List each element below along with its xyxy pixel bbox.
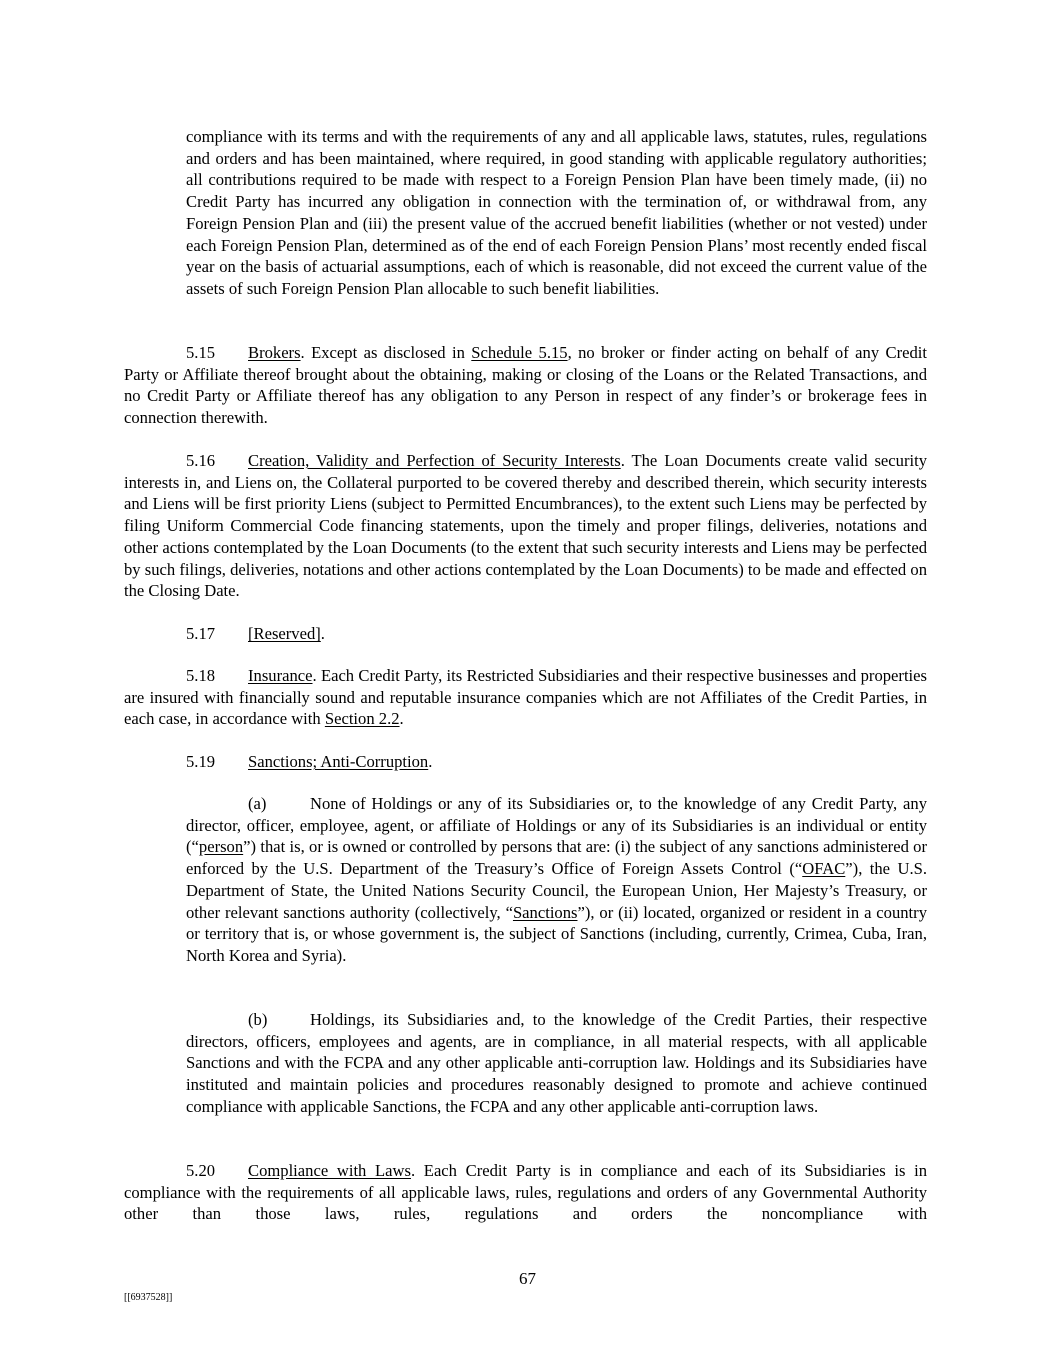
section-heading: Creation, Validity and Perfection of Security Interests <box>248 451 621 470</box>
defined-term: Sanctions <box>512 902 578 922</box>
section-number: 5.18 <box>186 666 216 685</box>
section-number: 5.16 <box>186 451 216 470</box>
section-heading: Compliance with Laws <box>248 1161 411 1180</box>
section-number: 5.20 <box>186 1161 216 1180</box>
document-id: [[6937528]] <box>124 1292 173 1303</box>
section-number: 5.19 <box>186 752 216 771</box>
subsection-a: (a) None of Holdings or any of its Subsidiaries or, to the knowledge of any Credit Party, any director, officer, employee, agent, or affiliate of Holdings or any of its Subsidiaries is an individual or entity (“person”) that is, or is owned or controlled by persons that are: (i) the subject of any sanctions administered or enforced by the U.S. Department of the Treasury’s Office of Foreign Assets Control (“OFAC”), the U.S. Department of State, the United Nations Security Council, the European Union, Her Majesty’s Treasury, or other relevant sanctions authority (collectively, “Sanctions”), or (ii) located, organized or resident in a country or territory that is, or whose government is, the subject of Sanctions (including, currently, Crimea, Cuba, Iran, North Korea and Syria). <box>186 794 927 965</box>
continuation-paragraph <box>186 126 927 300</box>
section-5-19: 5.19 Sanctions; Anti-Corruption. <box>186 752 433 771</box>
subsection-b: (b) Holdings, its Subsidiaries and, to the knowledge of the Credit Parties, their respective directors, officers, employees and agents, are in compliance, in all material respects, with all applicable Sanctions and with the FCPA and any other applicable anti-corruption law. Holdings and its Subsidiaries have instituted and maintain policies and procedures reasonably designed to promote and achieve continued compliance with applicable Sanctions, the FCPA and any other applicable anti-corruption laws. <box>186 1010 927 1116</box>
section-5-20: 5.20 Compliance with Laws. Each Credit Party is in compliance and each of its Subsidiaries is in compliance with the requirements of all applicable laws, rules, regulations and orders of any Governmental Authority other than those laws, rules, regulations and orders the noncompliance with <box>124 1161 927 1224</box>
defined-term: OFAC <box>802 859 846 879</box>
section-5-18: 5.18 Insurance. Each Credit Party, its Restricted Subsidiaries and their respective businesses and properties are insured with financially sound and reputable insurance companies which are not Affiliates of the Credit Parties, in each case, in accordance with Section 2.2. <box>124 666 927 729</box>
cross-reference: Schedule 5.15 <box>471 343 568 362</box>
subsection-label: (b) <box>248 1010 268 1029</box>
section-5-17: 5.17 [Reserved]. <box>186 624 325 643</box>
section-heading: [Reserved] <box>248 624 321 643</box>
section-heading: Sanctions; Anti-Corruption <box>248 752 429 771</box>
section-5-16: 5.16 Creation, Validity and Perfection of Security Interests. The Loan Documents create valid security interests in, and Liens on, the Collateral purported to be covered thereby and described therein, which security interests and Liens will be first priority Liens (subject to Permitted Encumbrances), to the extent such Liens may be perfected by filing Uniform Commercial Code financing statements, upon the timely and proper filings, deliveries, notations and other actions contemplated by the Loan Documents (to the extent that such security interests and Liens may be perfected by such filings, deliveries, notations and other actions contemplated by the Loan Documents) to be made and effected on the Closing Date. <box>124 451 928 601</box>
cross-reference: Section 2.2 <box>324 709 400 729</box>
section-heading: Insurance <box>248 666 313 685</box>
section-heading: Brokers <box>248 343 301 362</box>
section-number: 5.17 <box>186 624 216 643</box>
section-5-15: 5.15 Brokers. Except as disclosed in Schedule 5.15, no broker or finder acting on behalf of any Credit Party or Affiliate thereof brought about the obtaining, making or closing of the Loans or the Related Transactions, and no Credit Party or Affiliate thereof has any obligation to any Person in respect of any finder’s or brokerage fees in connection therewith. <box>124 343 927 428</box>
continuation-text: compliance with its terms and with the requirements of any and all applicable laws, statutes, rules, regulations and orders and has been maintained, where required, in good standing with applicable regulatory authorities; all contributions required to be made with respect to a Foreign Pension Plan have been timely made, (ii) no Credit Party has incurred any obligation in connection with the termination of, or withdrawal from, any Foreign Pension Plan and (iii) the present value of the accrued benefit liabilities (whether or not vested) under each Foreign Pension Plan, determined as of the end of each Foreign Pension Plans’ most recently ended fiscal year on the basis of actuarial assumptions, each of which is reasonable, did not exceed the current value of the assets of such Foreign Pension Plan allocable to such benefit liabilities. <box>186 127 927 298</box>
section-number: 5.15 <box>186 343 216 362</box>
page-number: 67 <box>519 1269 536 1288</box>
subsection-label: (a) <box>248 794 267 813</box>
defined-term: person <box>198 837 244 857</box>
